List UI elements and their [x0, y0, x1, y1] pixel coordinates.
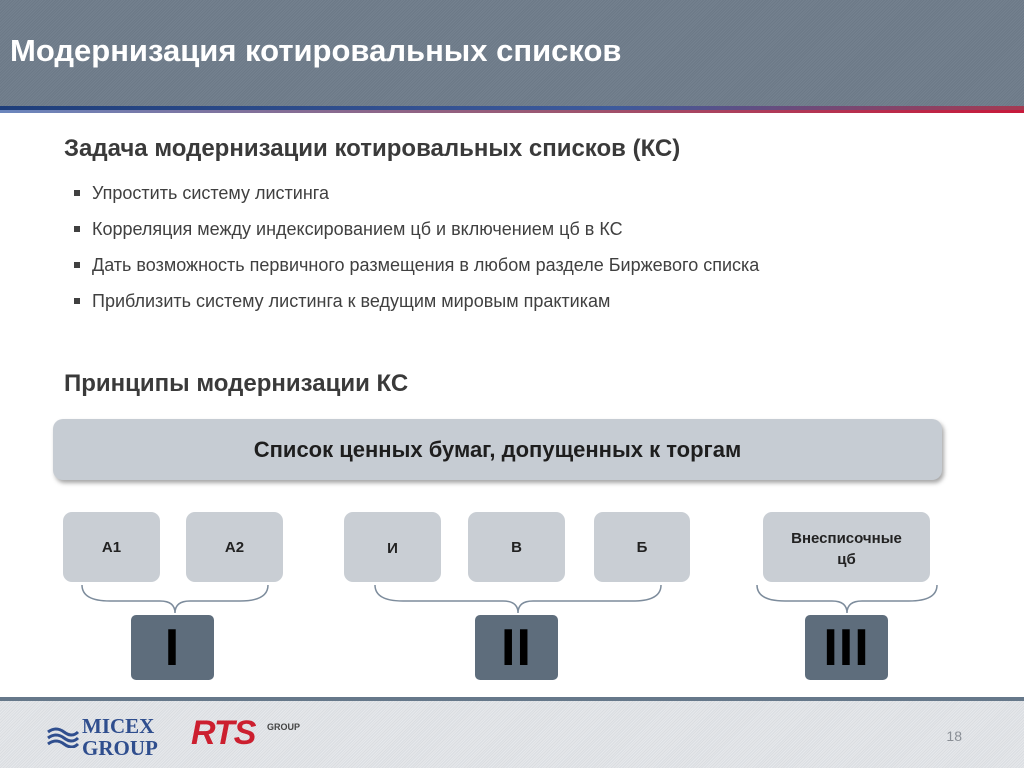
list-item: [72, 180, 759, 216]
micex-logo-line2: GROUP: [82, 736, 158, 760]
group-box-1: I: [131, 615, 214, 680]
bullet-text: Упростить систему листинга: [92, 183, 329, 203]
category-box-off-list: Внесписочные цб: [763, 512, 930, 582]
group-box-2: II: [475, 615, 558, 680]
bullet-square-icon: [74, 298, 80, 304]
category-box-i: И: [344, 512, 441, 582]
bullet-text: Дать возможность первичного размещения в любом разделе Биржевого списка: [92, 255, 760, 275]
header-stripe-red: [0, 110, 1024, 113]
category-box-v: В: [468, 512, 565, 582]
task-bullet-list: [72, 180, 759, 324]
securities-list-banner: Список ценных бумаг, допущенных к торгам: [53, 419, 942, 480]
micex-logo-line1: MICEX: [82, 714, 155, 738]
group-box-3: III: [805, 615, 888, 680]
bullet-square-icon: [74, 226, 80, 232]
slide-title: Модернизация котировальных списков: [10, 33, 622, 68]
category-box-a2: А2: [186, 512, 283, 582]
rts-logo: RTS: [191, 714, 256, 752]
title-bar: [0, 0, 1024, 106]
rts-logo-group: GROUP: [267, 722, 301, 732]
bullet-text: Приблизить систему листинга к ведущим мировым практикам: [92, 291, 611, 311]
brace-group-1: [80, 583, 270, 615]
bullet-text: Корреляция между индексированием цб и включением цб в КС: [92, 219, 623, 239]
principles-heading: Принципы модернизации КС: [64, 370, 409, 397]
task-heading: Задача модернизации котировальных списков (КС): [64, 135, 681, 162]
list-item: [72, 252, 759, 288]
category-box-a1: А1: [63, 512, 160, 582]
list-item: [72, 216, 759, 252]
bullet-square-icon: [74, 262, 80, 268]
page-number: 18: [946, 728, 962, 744]
brace-group-2: [373, 583, 663, 615]
brace-group-3: [755, 583, 939, 615]
bullet-square-icon: [74, 190, 80, 196]
list-item: [72, 288, 759, 324]
micex-wave-icon: [46, 724, 80, 748]
category-box-b: Б: [594, 512, 690, 582]
